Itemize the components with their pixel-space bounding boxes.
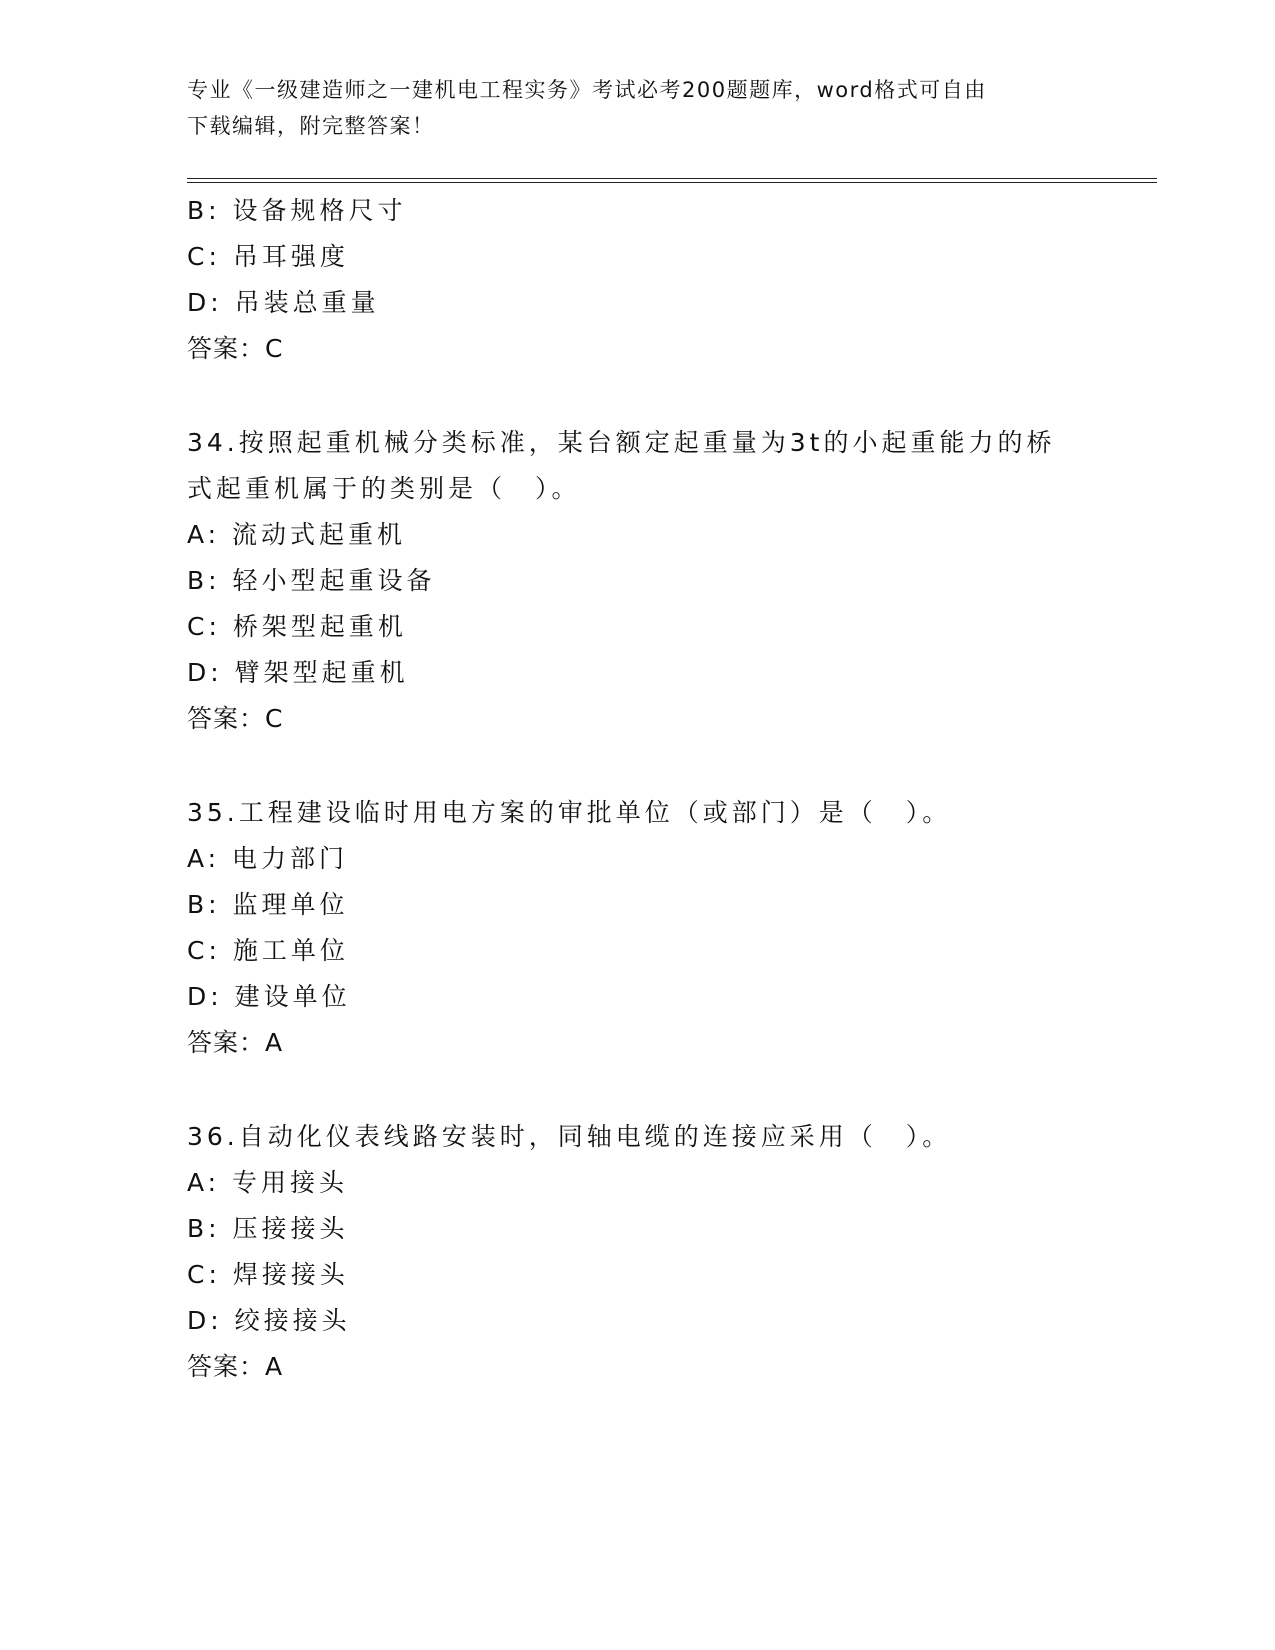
option-text: 吊装总重量 [234,288,380,317]
option-label: B: [187,196,221,225]
option-label: B: [187,566,221,595]
option-text: 桥架型起重机 [232,612,407,641]
option-d [187,974,1087,1020]
answer-text: 答案：C [187,704,284,733]
option-b [187,1206,1087,1252]
option-text: 专用接头 [232,1168,349,1197]
option-text: 设备规格尺寸 [232,196,407,225]
question-title-continued: 式起重机属于的类别是（ ）。 [187,474,581,503]
option-a [187,836,1087,882]
option-a [187,1160,1087,1206]
option-label: C: [187,1260,221,1289]
option-text: 电力部门 [232,844,349,873]
option-text: 吊耳强度 [232,242,349,271]
option-label: B: [187,890,221,919]
option-label: A: [187,844,221,873]
option-d [187,280,1087,326]
option-label: D: [187,1306,223,1335]
option-c [187,928,1087,974]
header-line-1: 专业《一级建造师之一建机电工程实务》考试必考200题题库，word格式可自由 [187,78,987,102]
option-text: 轻小型起重设备 [232,566,436,595]
option-label: B: [187,1214,221,1243]
option-c [187,1252,1087,1298]
page-header [187,72,1087,144]
option-b [187,882,1087,928]
option-label: C: [187,612,221,641]
option-label: C: [187,242,221,271]
option-label: A: [187,520,221,549]
option-text: 监理单位 [232,890,349,919]
header-line-2: 下载编辑，附完整答案！ [187,114,435,138]
option-label: C: [187,936,221,965]
option-c [187,234,1087,280]
question-34 [187,420,1087,742]
question-title: 35.工程建设临时用电方案的审批单位（或部门）是（ ）。 [187,798,952,827]
option-c [187,604,1087,650]
option-label: D: [187,982,223,1011]
question-content [187,188,1087,1390]
option-text: 建设单位 [234,982,351,1011]
option-text: 施工单位 [232,936,349,965]
option-text: 压接接头 [232,1214,349,1243]
option-text: 绞接接头 [234,1306,351,1335]
question-title: 34.按照起重机械分类标准，某台额定起重量为3t的小起重能力的桥 [187,428,1056,457]
answer-text: 答案：A [187,1352,284,1381]
option-text: 臂架型起重机 [234,658,409,687]
answer-text: 答案：C [187,334,284,363]
option-a [187,512,1087,558]
answer-text: 答案：A [187,1028,284,1057]
option-d [187,650,1087,696]
question-35 [187,790,1087,1066]
carryover-question [187,188,1087,372]
option-d [187,1298,1087,1344]
option-b [187,188,1087,234]
option-b [187,558,1087,604]
question-36 [187,1114,1087,1390]
option-text: 流动式起重机 [232,520,407,549]
header-divider [187,178,1157,183]
option-label: D: [187,658,223,687]
question-title: 36.自动化仪表线路安装时，同轴电缆的连接应采用（ ）。 [187,1122,952,1151]
option-label: D: [187,288,223,317]
option-label: A: [187,1168,221,1197]
option-text: 焊接接头 [232,1260,349,1289]
